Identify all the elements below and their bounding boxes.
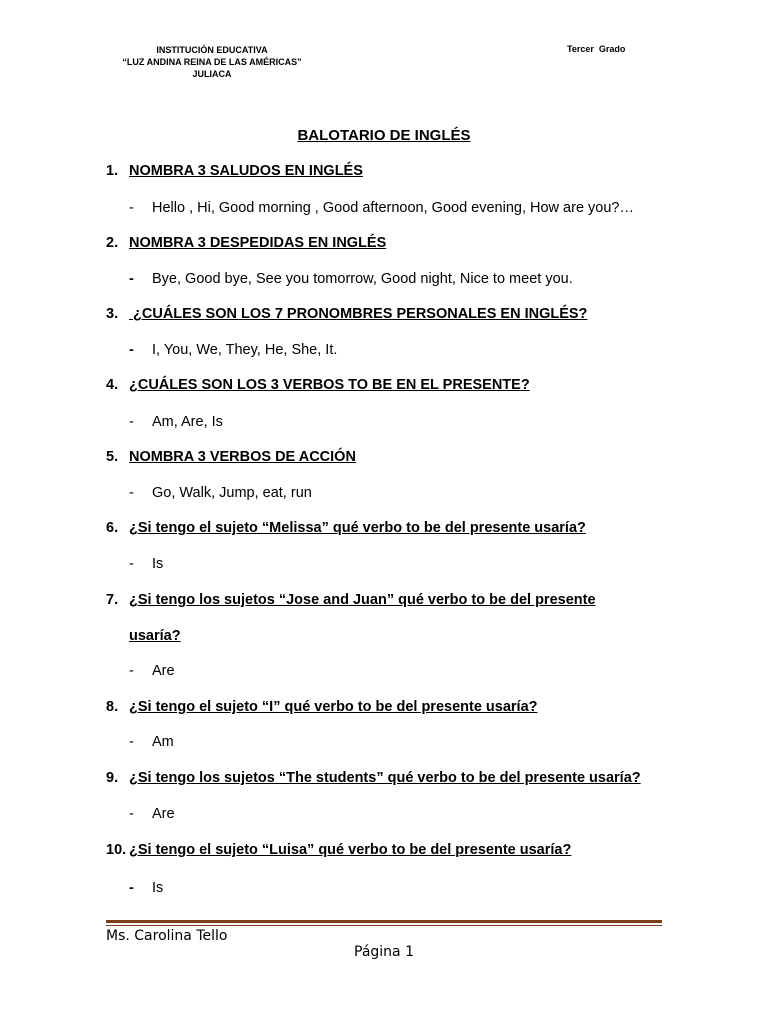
question-4: [106, 377, 530, 393]
answer-text: Go, Walk, Jump, eat, run: [152, 485, 312, 501]
footer-author: Ms. Carolina Tello: [106, 928, 228, 944]
question-2: [106, 235, 386, 251]
answer-dash: -: [129, 663, 134, 679]
answer-text: Hello , Hi, Good morning , Good afternoon, Good evening, How are you?…: [152, 200, 634, 216]
answer-2: [129, 271, 573, 287]
answer-dash: -: [129, 806, 134, 822]
question-1: [106, 163, 363, 179]
answer-dash: -: [129, 271, 134, 287]
answer-dash: -: [129, 342, 134, 358]
answer-text: I, You, We, They, He, She, It.: [152, 342, 338, 358]
answer-text: Bye, Good bye, See you tomorrow, Good night, Nice to meet you.: [152, 271, 573, 287]
footer-divider-thin: [106, 925, 662, 926]
answer-dash: -: [129, 485, 134, 501]
question-text: NOMBRA 3 VERBOS DE ACCIÓN: [129, 449, 356, 465]
document-title: BALOTARIO DE INGLÉS: [297, 127, 471, 144]
answer-5: [129, 485, 312, 501]
answer-dash: -: [129, 880, 134, 896]
school-city: JULIACA: [192, 69, 232, 79]
question-number: 10.: [106, 842, 127, 858]
question-text: ¿CUÁLES SON LOS 7 PRONOMBRES PERSONALES EN INGLÉS?: [129, 306, 588, 322]
question-number: 5.: [106, 449, 119, 465]
answer-1: [129, 200, 634, 216]
question-text: ¿CUÁLES SON LOS 3 VERBOS TO BE EN EL PRESENTE?: [129, 377, 530, 393]
answer-dash: -: [129, 556, 134, 572]
question-text: ¿Si tengo los sujetos “The students” qué verbo to be del presente usaría?: [129, 770, 641, 786]
question-5: [106, 449, 356, 465]
question-7-continuation: usaría?: [129, 628, 181, 644]
school-type: INSTITUCIÓN EDUCATIVA: [156, 45, 268, 55]
answer-text: Am: [152, 734, 174, 750]
question-text: ¿Si tengo el sujeto “Melissa” qué verbo to be del presente usaría?: [129, 520, 586, 536]
answer-dash: -: [129, 200, 134, 216]
school-name: “LUZ ANDINA REINA DE LAS AMÉRICAS”: [122, 57, 302, 67]
school-header: [104, 44, 320, 80]
question-number: 9.: [106, 770, 119, 786]
question-text: NOMBRA 3 SALUDOS EN INGLÉS: [129, 163, 363, 179]
answer-text: Are: [152, 663, 175, 679]
question-8: [106, 699, 538, 715]
answer-3: [129, 342, 337, 358]
answer-dash: -: [129, 414, 134, 430]
question-number: 3.: [106, 306, 119, 322]
answer-8: [129, 734, 174, 750]
answer-text: Is: [152, 556, 164, 572]
question-3: [106, 306, 587, 322]
question-text: ¿Si tengo los sujetos “Jose and Juan” qué verbo to be del presente: [129, 592, 596, 608]
question-number: 8.: [106, 699, 119, 715]
answer-dash: -: [129, 734, 134, 750]
answer-9: [129, 806, 175, 822]
answer-10: [129, 880, 163, 896]
question-7: [106, 592, 596, 608]
question-10: [106, 842, 571, 858]
answer-6: [129, 556, 163, 572]
grade-label: Tercer Grado: [567, 44, 626, 54]
question-number: 2.: [106, 235, 119, 251]
answer-text: Am, Are, Is: [152, 414, 223, 430]
question-number: 1.: [106, 163, 119, 179]
page-number: Página 1: [354, 944, 414, 960]
answer-text: Are: [152, 806, 175, 822]
question-number: 7.: [106, 592, 119, 608]
question-text: ¿Si tengo el sujeto “I” qué verbo to be del presente usaría?: [129, 699, 538, 715]
answer-text: Is: [152, 880, 164, 896]
question-text: NOMBRA 3 DESPEDIDAS EN INGLÉS: [129, 235, 387, 251]
question-9: [106, 770, 641, 786]
answer-7: [129, 663, 175, 679]
question-text: ¿Si tengo el sujeto “Luisa” qué verbo to be del presente usaría?: [129, 842, 572, 858]
question-number: 6.: [106, 520, 119, 536]
answer-4: [129, 414, 223, 430]
question-number: 4.: [106, 377, 119, 393]
question-6: [106, 520, 586, 536]
footer-divider-thick: [106, 920, 662, 923]
